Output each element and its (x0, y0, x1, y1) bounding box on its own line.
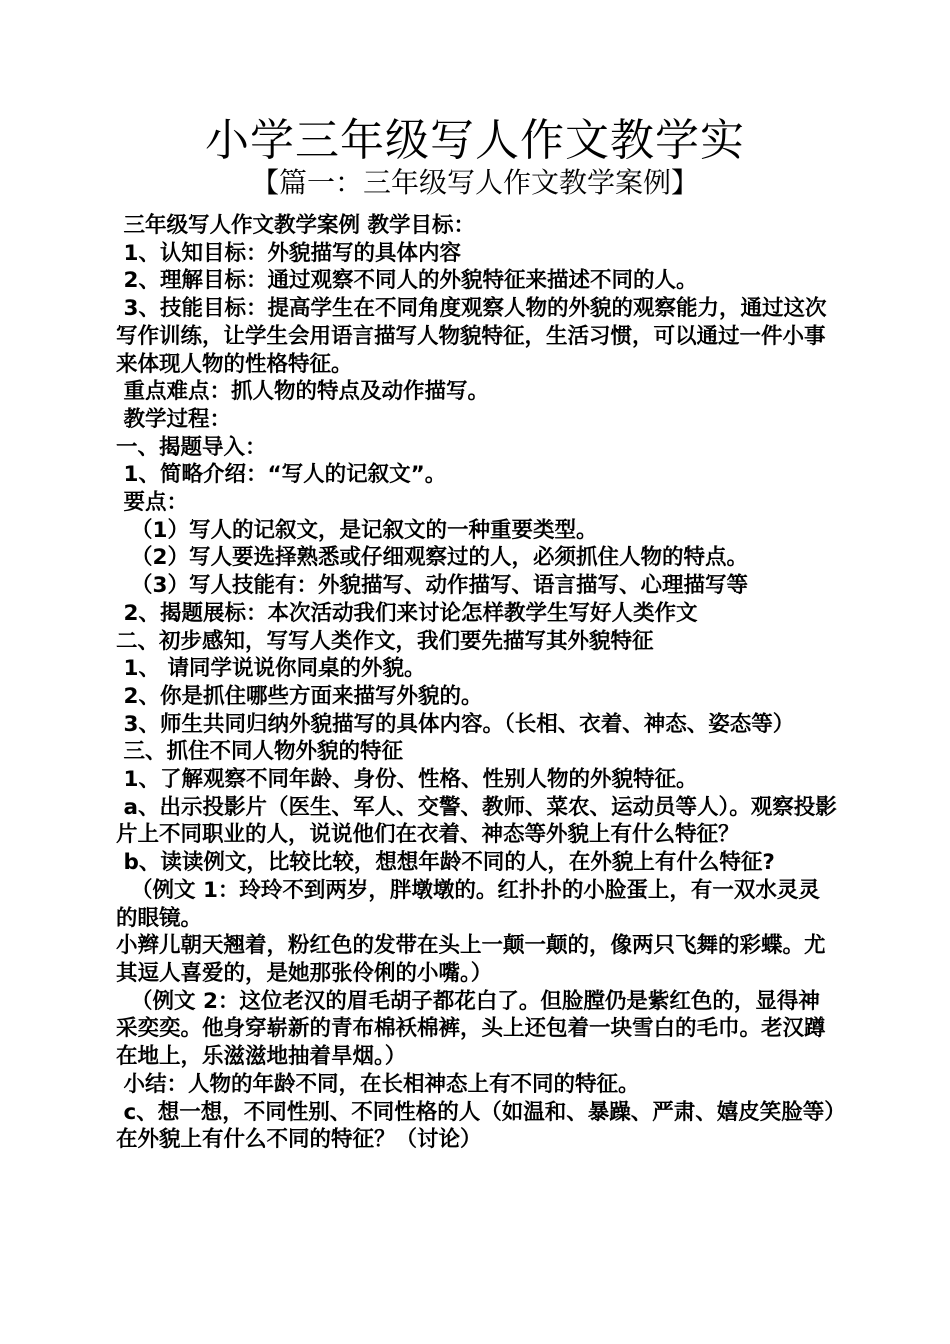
paragraph: 一、揭题导入： (116, 434, 267, 460)
paragraph: 2、揭题展标：本次活动我们来讨论怎样教学生写好人类作文 (116, 600, 698, 626)
paragraph: （1）写人的记叙文，是记叙文的一种重要类型。 (116, 517, 598, 543)
document-subtitle: 【篇一：三年级写人作文教学案例】 (250, 166, 699, 199)
paragraph: 三、抓住不同人物外貌的特征 (116, 739, 404, 765)
paragraph: 小辫儿朝天翘着，粉红色的发带在头上一颠一颠的，像两只飞舞的彩蝶。尤其逗人喜爱的，是她那张伶俐的小嘴。） (116, 933, 826, 986)
document-title: 小学三年级写人作文教学实 (205, 115, 745, 166)
paragraph: 教学过程： (116, 406, 232, 432)
paragraph: （例文 1：玲玲不到两岁，胖墩墩的。红扑扑的小脸蛋上，有一双水灵灵的眼镜。 (116, 877, 820, 931)
paragraph: 重点难点：抓人物的特点及动作描写。 (116, 379, 490, 405)
paragraph: b、读读例文，比较比较，想想年龄不同的人，在外貌上有什么特征? (116, 850, 775, 876)
paragraph: 3、技能目标：提高学生在不同角度观察人物的外貌的观察能力，通过这次写作训练，让学生会用语言描写人物貌特征，生活习惯，可以通过一件小事来体现人物的性格特征。 (116, 296, 827, 377)
paragraph: 2、你是抓住哪些方面来描写外貌的。 (116, 683, 483, 709)
paragraph: 1、简略介绍：“写人的记叙文”。 (116, 462, 447, 488)
paragraph: 1、 请同学说说你同桌的外貌。 (116, 656, 426, 682)
paragraph: c、想一想，不同性别、不同性格的人（如温和、暴躁、严肃、嬉皮笑脸等）在外貌上有什么不同的特征？（讨论） (116, 1099, 835, 1153)
paragraph: （例文 2：这位老汉的眉毛胡子都花白了。但脸膛仍是紫红色的，显得神采奕奕。他身穿崭新的青布棉袄棉裤，头上还包着一块雪白的毛巾。老汉蹲在地上，乐滋滋地抽着旱烟。） (116, 988, 826, 1070)
paragraph: 三年级写人作文教学案例 教学目标： (116, 213, 475, 238)
paragraph: 2、理解目标：通过观察不同人的外貌特征来描述不同的人。 (116, 268, 698, 294)
paragraph: （3）写人技能有：外貌描写、动作描写、语言描写、心理描写等 (116, 573, 748, 599)
document-body (116, 212, 838, 1154)
paragraph: （2）写人要选择熟悉或仔细观察过的人，必须抓住人物的特点。 (116, 545, 748, 571)
paragraph: 要点： (116, 490, 189, 516)
paragraph: 1、认知目标：外貌描写的具体内容 (116, 240, 461, 266)
paragraph: 二、初步感知，写写人类作文，我们要先描写其外貌特征 (116, 628, 654, 654)
paragraph: a、出示投影片（医生、军人、交警、教师、菜农、运动员等人）。观察投影片上不同职业的人，说说他们在衣着、神态等外貌上有什么特征？ (116, 794, 837, 848)
paragraph: 1、了解观察不同年龄、身份、性格、性别人物的外貌特征。 (116, 767, 698, 793)
paragraph: 3、师生共同归纳外貌描写的具体内容。（长相、衣着、神态、姿态等） (116, 711, 795, 737)
paragraph: 小结：人物的年龄不同，在长相神态上有不同的特征。 (116, 1071, 640, 1097)
